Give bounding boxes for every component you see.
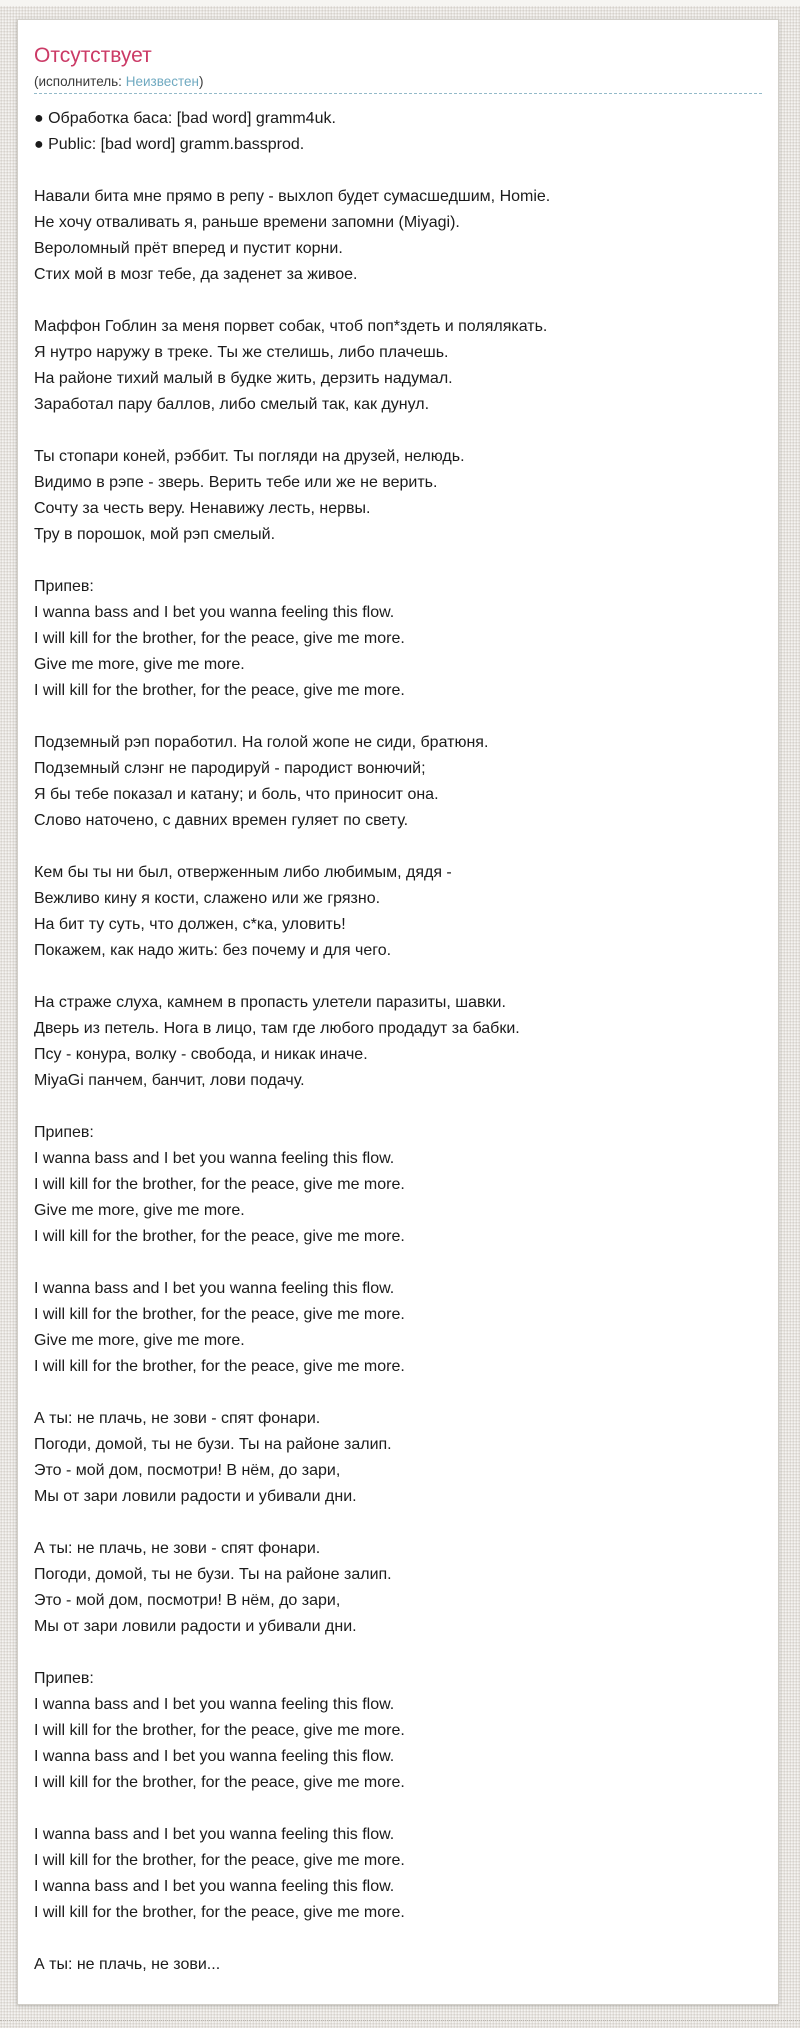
lyrics-text [34, 106, 762, 1978]
stanza: Навали бита мне прямо в репу - выхлоп будет сумасшедшим, Homie. Не хочу отваливать я, раньше времени запомни (Miyagi). Вероломный прёт вперед и пустит корни. Стих мой в мозг тебе, да заденет за живое. [34, 188, 551, 283]
page-top-edge [0, 0, 800, 6]
artist-label-close: ) [198, 74, 204, 89]
stanza: Кем бы ты ни был, отверженным либо любимым, дядя - Вежливо кину я кости, слажено или же грязно. На бит ту суть, что должен, с*ка, уловить! Покажем, как надо жить: без почему и для чего. [34, 864, 452, 959]
stanza: I wanna bass and I bet you wanna feeling this flow. I will kill for the brother, for the peace, give me more. Give me more, give me more. I will kill for the brother, for the peace, give me more. [34, 1280, 405, 1375]
stanza: А ты: не плачь, не зови - спят фонари. Погоди, домой, ты не бузи. Ты на районе залип. Это - мой дом, посмотри! В нём, до зари, Мы от зари ловили радости и убивали дни. [34, 1410, 392, 1505]
stanza: Припев: I wanna bass and I bet you wanna feeling this flow. I will kill for the brother, for the peace, give me more. I wanna bass and I bet you wanna feeling this flow. I will kill for the brother, for the peace, give me more. [34, 1670, 405, 1791]
stanza: I wanna bass and I bet you wanna feeling this flow. I will kill for the brother, for the peace, give me more. I wanna bass and I bet you wanna feeling this flow. I will kill for the brother, for the peace, give me more. [34, 1826, 405, 1921]
dashed-separator [34, 93, 762, 94]
artist-label: (исполнитель: [34, 74, 122, 89]
page-bottom-seam [0, 2020, 800, 2021]
stanza: На страже слуха, камнем в пропасть улетели паразиты, шавки. Дверь из петель. Нога в лицо, там где любого продадут за бабки. Псу - конура, волку - свобода, и никак иначе. MiyaGi панчем, банчит, лови подачу. [34, 994, 520, 1089]
stanza: А ты: не плачь, не зови - спят фонари. Погоди, домой, ты не бузи. Ты на районе залип. Это - мой дом, посмотри! В нём, до зари, Мы от зари ловили радости и убивали дни. [34, 1540, 392, 1635]
stanza: А ты: не плачь, не зови... [34, 1956, 221, 1973]
artist-link[interactable]: Неизвестен [125, 74, 199, 89]
stanza: Маффон Гоблин за меня порвет собак, чтоб поп*здеть и полялякать. Я нутро наружу в треке. Ты же стелишь, либо плачешь. На районе тихий малый в будке жить, дерзить надумал. Заработал пару баллов, либо смелый так, как дунул. [34, 318, 548, 413]
lyrics-card [17, 19, 779, 2005]
stanza: Ты стопари коней, рэббит. Ты погляди на друзей, нелюдь. Видимо в рэпе - зверь. Верить тебе или же не верить. Сочту за честь веру. Ненавижу лесть, нервы. Тру в порошок, мой рэп смелый. [34, 448, 465, 543]
stanza: Подземный рэп поработил. На голой жопе не сиди, братюня. Подземный слэнг не пародируй - пародист вонючий; Я бы тебе показал и катану; и боль, что приносит она. Слово наточено, с давних времен гуляет по свету. [34, 734, 489, 829]
stanza: ● Обработка баса: [bad word] gramm4uk. ● Public: [bad word] gramm.bassprod. [34, 110, 336, 153]
stanza: Припев: I wanna bass and I bet you wanna feeling this flow. I will kill for the brother, for the peace, give me more. Give me more, give me more. I will kill for the brother, for the peace, give me more. [34, 578, 405, 699]
artist-line [34, 74, 762, 90]
stanza: Припев: I wanna bass and I bet you wanna feeling this flow. I will kill for the brother, for the peace, give me more. Give me more, give me more. I will kill for the brother, for the peace, give me more. [34, 1124, 405, 1245]
song-title: Отсутствует [34, 44, 152, 67]
